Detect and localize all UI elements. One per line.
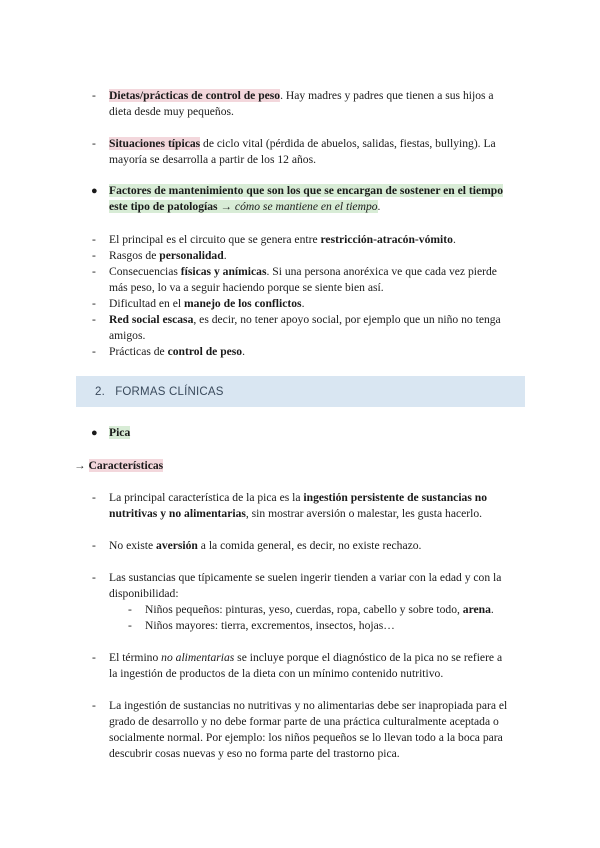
item-continuation: disponibilidad: <box>109 587 179 600</box>
dash-marker: - <box>92 539 96 552</box>
list-item <box>109 264 497 280</box>
item-text: . <box>242 345 245 358</box>
bullet-marker: ● <box>91 185 98 197</box>
dash-marker: - <box>92 265 96 278</box>
item-text: Prácticas de <box>109 345 168 358</box>
item-continuation: dieta desde muy pequeños. <box>109 105 234 118</box>
list-item <box>109 490 487 506</box>
item-continuation: grado de desarrollo y no debe formar parte de una práctica culturalmente aceptada o <box>109 715 499 728</box>
item-text: . Hay madres y padres que tienen a sus hijos a <box>280 89 494 102</box>
item-continuation: socialmente normal. Por ejemplo: los niños pequeños se lo llevan todo a la boca para <box>109 731 503 744</box>
characteristics-heading <box>74 458 163 474</box>
item-bold: aversión <box>156 539 198 552</box>
maintenance-line-1: Factores de mantenimiento que son los que se encargan de sostener en el tiempo <box>109 184 504 197</box>
section-title: FORMAS CLÍNICAS <box>115 386 224 398</box>
maintenance-italic: cómo se mantiene en el tiempo <box>234 200 378 213</box>
item-bold: físicas y anímicas <box>180 265 267 278</box>
item-text: Dificultad en el <box>109 297 185 310</box>
dash-marker: - <box>92 699 96 712</box>
section-heading <box>95 384 224 400</box>
list-item <box>109 232 456 248</box>
item-continuation: más peso, lo va a seguir haciendo porque se siente bien así. <box>109 281 384 294</box>
item-text: . <box>490 603 494 616</box>
list-item <box>109 136 496 152</box>
dash-marker: - <box>128 619 132 632</box>
dash-marker: - <box>92 571 96 584</box>
list-item: La ingestión de sustancias no nutritivas y no alimentarias debe ser inapropiada para el <box>109 699 508 712</box>
item-bold: arena <box>462 603 491 616</box>
highlighted-term: Dietas/prácticas de control de peso <box>109 89 281 102</box>
sub-list-item: Niños mayores: tierra, excrementos, insectos, hojas… <box>145 619 395 632</box>
maintenance-heading-line-2 <box>109 199 380 215</box>
item-continuation: mayoría se desarrolla a partir de los 12 años. <box>109 153 317 166</box>
maintenance-heading <box>109 183 503 199</box>
item-text: No existe <box>109 539 157 552</box>
arrow-symbol: → <box>217 200 235 213</box>
item-continuation <box>109 506 482 522</box>
item-italic: no alimentarias <box>161 651 235 664</box>
arrow-symbol: → <box>74 459 89 472</box>
pica-heading <box>109 425 130 441</box>
dash-marker: - <box>92 651 96 664</box>
item-text: Rasgos de <box>109 249 160 262</box>
item-text: La principal característica de la pica es la <box>109 491 304 504</box>
maintenance-bold: este tipo de patologías <box>109 200 218 213</box>
list-item <box>109 538 421 554</box>
dash-marker: - <box>92 233 96 246</box>
item-text: Consecuencias <box>109 265 181 278</box>
dash-marker: - <box>92 491 96 504</box>
list-item <box>109 344 245 360</box>
bullet-marker: ● <box>91 427 98 439</box>
section-number: 2. <box>95 386 105 398</box>
pica-label: Pica <box>109 426 131 439</box>
item-bold: ingestión persistente de sustancias no <box>303 491 487 504</box>
dash-marker: - <box>92 345 96 358</box>
dash-marker: - <box>92 89 96 102</box>
item-text: . <box>223 249 227 262</box>
item-text: . <box>301 297 305 310</box>
period: . <box>377 200 381 213</box>
item-text: se incluye porque el diagnóstico de la pica no se refiere a <box>234 651 503 664</box>
item-text: . Si una persona anoréxica ve que cada vez pierde <box>266 265 497 278</box>
list-item <box>109 312 501 328</box>
list-item <box>109 88 494 104</box>
dash-marker: - <box>92 313 96 326</box>
item-text: , sin mostrar aversión o malestar, les gusta hacerlo. <box>245 507 483 520</box>
list-item <box>109 248 227 264</box>
characteristics-label: Características <box>88 459 164 472</box>
list-item <box>109 650 502 666</box>
item-continuation: amigos. <box>109 329 146 342</box>
highlighted-term: Situaciones típicas <box>109 137 201 150</box>
item-bold: nutritivas y no alimentarias <box>109 507 246 520</box>
item-text: El término <box>109 651 162 664</box>
dash-marker: - <box>92 137 96 150</box>
dash-marker: - <box>92 297 96 310</box>
item-bold: manejo de los conflictos <box>184 297 302 310</box>
item-text: Niños pequeños: pinturas, yeso, cuerdas, ropa, cabello y sobre todo, <box>145 603 463 616</box>
item-text: El principal es el circuito que se genera entre <box>109 233 321 246</box>
item-continuation: la ingestión de productos de la dieta con un mínimo contenido nutritivo. <box>109 667 444 680</box>
dash-marker: - <box>92 249 96 262</box>
item-bold: restricción-atracón-vómito <box>320 233 453 246</box>
item-text: a la comida general, es decir, no existe rechazo. <box>197 539 422 552</box>
list-item: Las sustancias que típicamente se suelen ingerir tienden a variar con la edad y con la <box>109 571 502 584</box>
sub-list-item <box>145 602 494 618</box>
item-bold: control de peso <box>167 345 243 358</box>
item-text: de ciclo vital (pérdida de abuelos, salidas, fiestas, bullying). La <box>200 137 496 150</box>
item-text: , es decir, no tener apoyo social, por ejemplo que un niño no tenga <box>193 313 501 326</box>
item-continuation: descubrir cosas nuevas y eso no forma parte del trastorno pica. <box>109 747 400 760</box>
item-bold: Red social escasa <box>109 313 194 326</box>
dash-marker: - <box>128 603 132 616</box>
item-bold: personalidad <box>159 249 224 262</box>
list-item <box>109 296 304 312</box>
item-text: . <box>452 233 456 246</box>
